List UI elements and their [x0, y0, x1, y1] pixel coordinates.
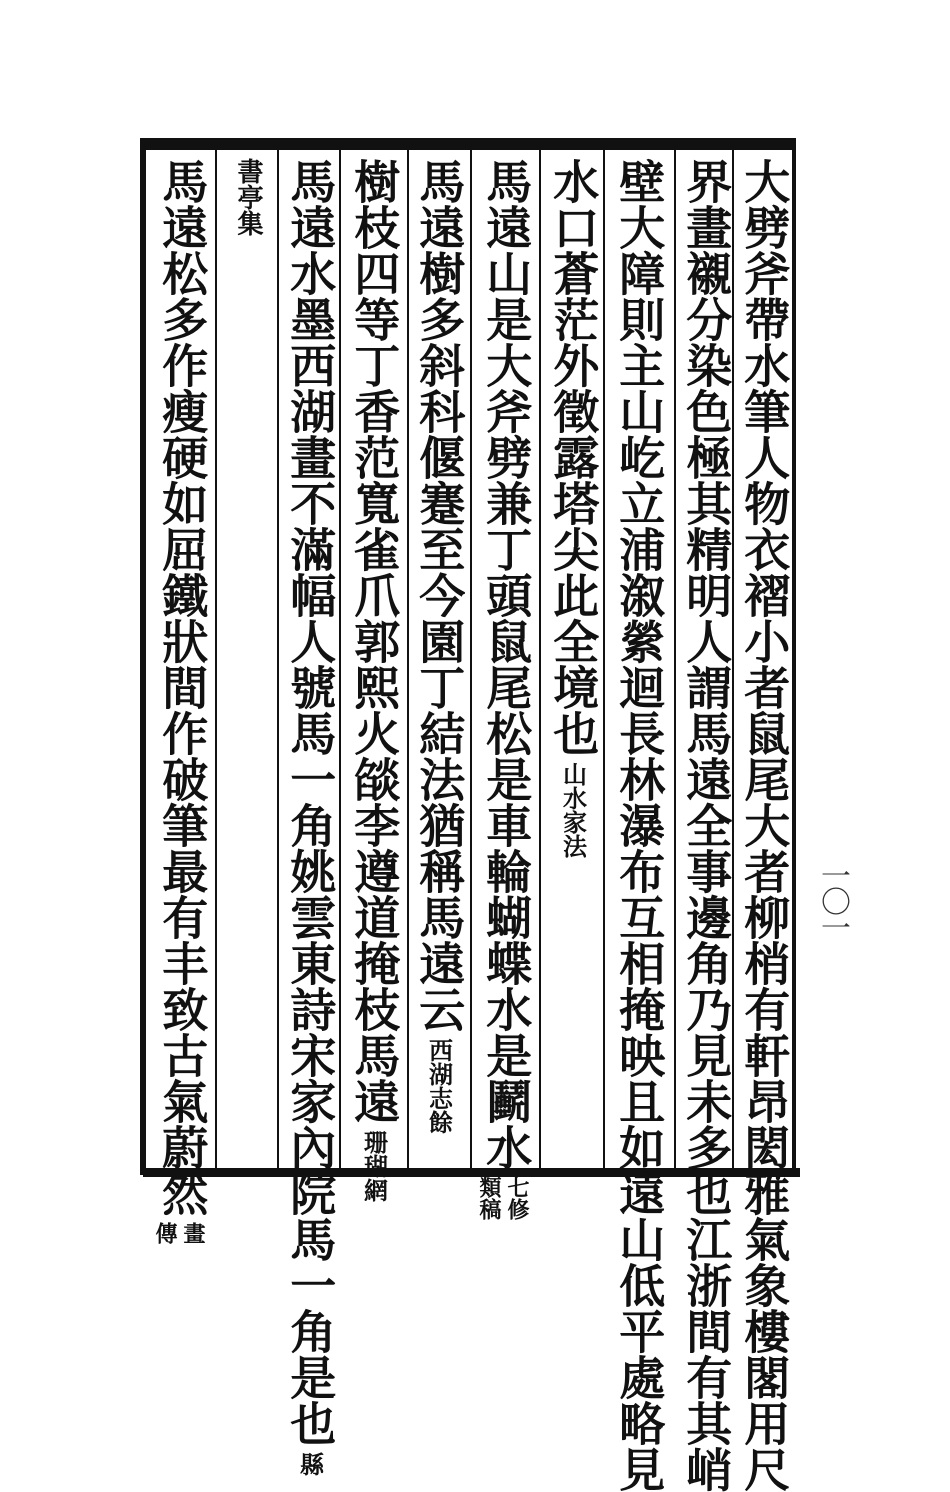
book-title: 書亭集: [233, 158, 263, 236]
column-text: 樹枝四等丁香范寬雀爪郭熙火燄李遵道掩枝馬遠: [347, 158, 402, 1124]
column-text: 馬遠樹多斜科偃蹇至今園丁結法猶稱馬遠云: [412, 158, 467, 1032]
source-note: [152, 1222, 209, 1244]
column-text: 壁大障則主山屹立浦溆縈迴長林瀑布互相掩映且如遠山低平處略見: [612, 158, 667, 1492]
text-column-7: [344, 158, 404, 1202]
column-text: 馬遠山是大斧劈兼丁頭鼠尾松是車輪蝴蝶水是鬬水: [479, 158, 534, 1170]
text-column-1: [734, 158, 794, 1492]
text-column-9: [218, 158, 278, 236]
text-column-5: [476, 158, 536, 1220]
source-note: 西湖志餘: [424, 1038, 454, 1134]
source-note: 縣: [295, 1452, 325, 1476]
text-column-6: [409, 158, 469, 1134]
page-margin-number: 一〇一: [815, 860, 850, 938]
text-column-4: [543, 158, 603, 858]
column-rule: [603, 150, 605, 1168]
source-note: 山水家法: [558, 762, 588, 858]
source-note: [476, 1176, 533, 1220]
column-rule: [215, 150, 217, 1168]
source-note-left: 傳: [152, 1222, 178, 1244]
column-text: 水口蒼茫外徵露塔尖此全境也: [546, 158, 601, 756]
column-text: 大劈斧帶水筆人物衣褶小者鼠尾大者柳梢有軒昂閎雅氣象樓閣用尺: [737, 158, 792, 1492]
source-note: 珊瑚網: [359, 1130, 389, 1202]
source-note-left: 類稿: [476, 1176, 502, 1220]
source-note-right: 七修: [504, 1176, 530, 1220]
column-rule: [470, 150, 472, 1168]
column-rule: [539, 150, 541, 1168]
text-column-3: [609, 158, 669, 1492]
column-rule: [277, 150, 279, 1168]
column-text: 馬遠松多作瘦硬如屈鐵狀間作破筆最有丰致古氣蔚然: [155, 158, 210, 1216]
column-text: 馬遠水墨西湖畫不滿幅人號馬一角姚雲東詩宋家內院馬一角是也: [283, 158, 338, 1446]
frame-top-border: [140, 138, 796, 150]
frame-left-border: [140, 148, 146, 1175]
text-column-8: [280, 158, 340, 1476]
source-note-right: 畫: [180, 1222, 206, 1244]
column-text: 界畫襯分染色極其精明人謂馬遠全事邊角乃見未多也江浙間有其峭: [679, 158, 734, 1492]
text-column-10: [152, 158, 212, 1244]
text-column-2: [676, 158, 736, 1492]
